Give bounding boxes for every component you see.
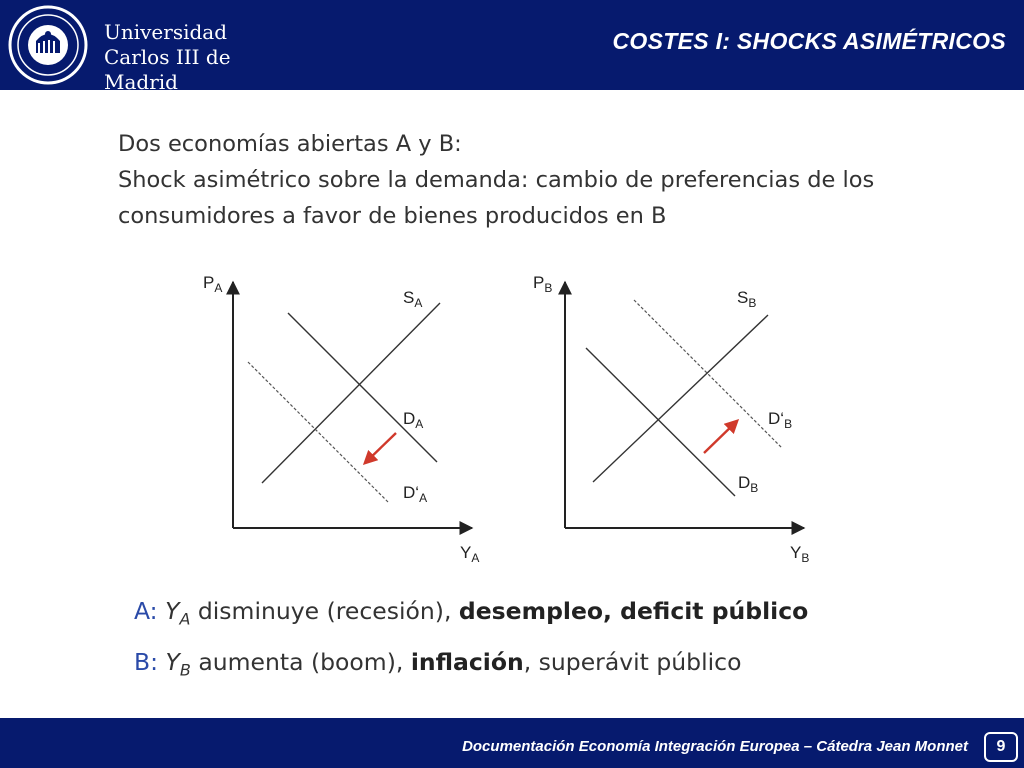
conclusion-b	[134, 641, 934, 692]
conclusion-a	[134, 590, 934, 641]
conclusion-b-key: B:	[134, 647, 159, 676]
panel-b-demand-curve	[586, 348, 735, 496]
intro-line-3: consumidores a favor de bienes producidos en B	[118, 203, 667, 229]
conclusion-b-variable: $Y_B$	[165, 647, 191, 680]
panel-b-supply-curve	[593, 315, 768, 482]
panel-a-new-demand-curve	[248, 362, 388, 502]
university-name-line2: Carlos III de Madrid	[104, 45, 231, 94]
panel-a-y-label: $P_A$	[203, 273, 223, 295]
intro-line-1: Dos economías abiertas A y B:	[118, 131, 462, 157]
panel-a-new-demand-label: $D‘_A$	[403, 483, 428, 505]
university-name	[104, 20, 292, 95]
panel-b-new-demand-label: $D‘_B$	[768, 409, 793, 431]
panel-b	[533, 273, 809, 565]
conclusion-a-text: disminuye (recesión),	[190, 597, 459, 625]
footer-text: Documentación Economía Integración Europea – Cátedra Jean Monnet	[462, 738, 968, 755]
conclusions	[134, 590, 934, 691]
panel-a-supply-label: $S_A$	[403, 288, 423, 310]
panel-a-shift-arrow	[365, 433, 396, 463]
header-bar	[0, 0, 1024, 94]
university-seal-icon	[8, 5, 88, 85]
panel-a	[203, 273, 479, 565]
panel-a-demand-curve	[288, 313, 437, 462]
conclusion-b-text2: , superávit público	[523, 647, 742, 676]
footer-bar	[0, 718, 1024, 768]
conclusion-a-variable: $Y_A$	[165, 597, 191, 629]
panel-b-x-label: $Y_B$	[790, 543, 810, 565]
university-logo	[0, 0, 292, 94]
slide-title: COSTES I: SHOCKS ASIMÉTRICOS	[612, 28, 1006, 54]
panel-b-y-label: $P_B$	[533, 273, 553, 295]
intro-text	[118, 126, 978, 234]
conclusion-b-text1: aumenta (boom),	[190, 647, 411, 676]
supply-demand-diagram	[190, 270, 830, 580]
panel-b-supply-label: $S_B$	[737, 288, 757, 310]
panel-a-demand-label: $D_A$	[403, 409, 424, 431]
page-number: 9	[984, 732, 1018, 762]
conclusion-a-bold: desempleo, deficit público	[458, 597, 809, 625]
conclusion-b-bold: inflación	[410, 647, 524, 676]
panel-a-supply-curve	[262, 303, 440, 483]
university-name-line1: Universidad	[104, 20, 228, 44]
panel-a-x-label: $Y_A$	[460, 543, 480, 565]
panel-b-shift-arrow	[704, 421, 737, 453]
intro-line-2: Shock asimétrico sobre la demanda: cambio de preferencias de los	[118, 167, 875, 193]
conclusion-a-key: A:	[134, 597, 158, 625]
panel-b-demand-label: $D_B$	[738, 473, 759, 495]
